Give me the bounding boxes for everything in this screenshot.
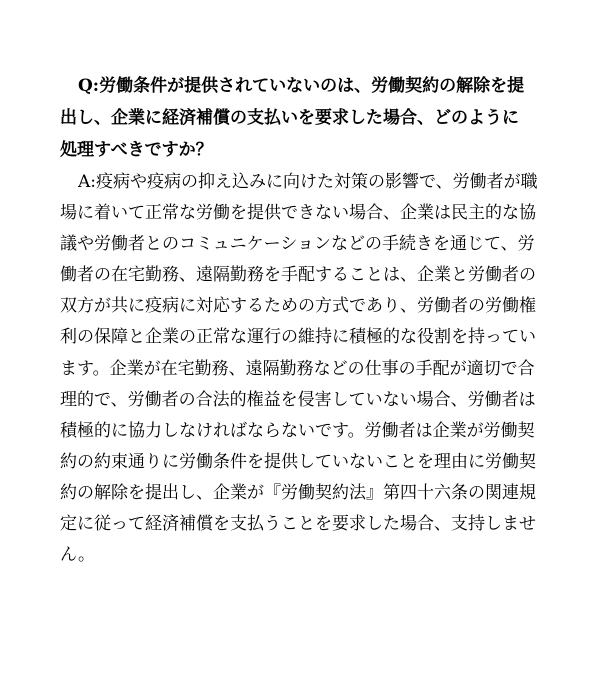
answer-line: 約の解除を提出し、企業が『労働契約法』第四十六条の関連規 xyxy=(60,482,536,503)
answer-line: 約の約束通りに労働条件を提供していないことを理由に労働契 xyxy=(60,451,536,472)
answer-line: 議や労働者とのコミュニケーションなどの手続きを通じて、労 xyxy=(60,234,535,255)
answer-line: ます。企業が在宅勤務、遠隔勤務などの仕事の手配が適切で合 xyxy=(60,358,535,379)
answer-line: 場に着いて正常な労働を提供できない場合、企業は民主的な協 xyxy=(60,203,536,224)
answer-line: 双方が共に疫病に対応するための方式であり、労働者の労働権 xyxy=(60,296,536,317)
document-body xyxy=(60,76,536,576)
question-line: 処理すべきですか？ xyxy=(60,140,213,160)
answer-line: A:疫病や疫病の抑え込みに向けた対策の影響で、労働者が職 xyxy=(78,172,538,192)
answer-paragraph xyxy=(60,172,536,565)
answer-line: 理的で、労働者の合法的権益を侵害していない場合、労働者は xyxy=(60,389,536,410)
answer-line: 定に従って経済補償を支払うことを要求した場合、支持しませ xyxy=(60,514,536,535)
answer-line: ん。 xyxy=(60,545,96,566)
question-line: 出し、企業に経済補償の支払いを要求した場合、どのように xyxy=(60,108,519,128)
question-paragraph xyxy=(60,76,536,160)
answer-line: 利の保障と企業の正常な運行の維持に積極的な役割を持ってい xyxy=(60,327,536,348)
question-line: Q:労働条件が提供されていないのは、労働契約の解除を提 xyxy=(78,76,525,96)
answer-line: 積極的に協力しなければならないです。労働者は企業が労働契 xyxy=(60,420,535,441)
answer-line: 働者の在宅勤務、遠隔勤務を手配することは、企業と労働者の xyxy=(60,265,536,286)
